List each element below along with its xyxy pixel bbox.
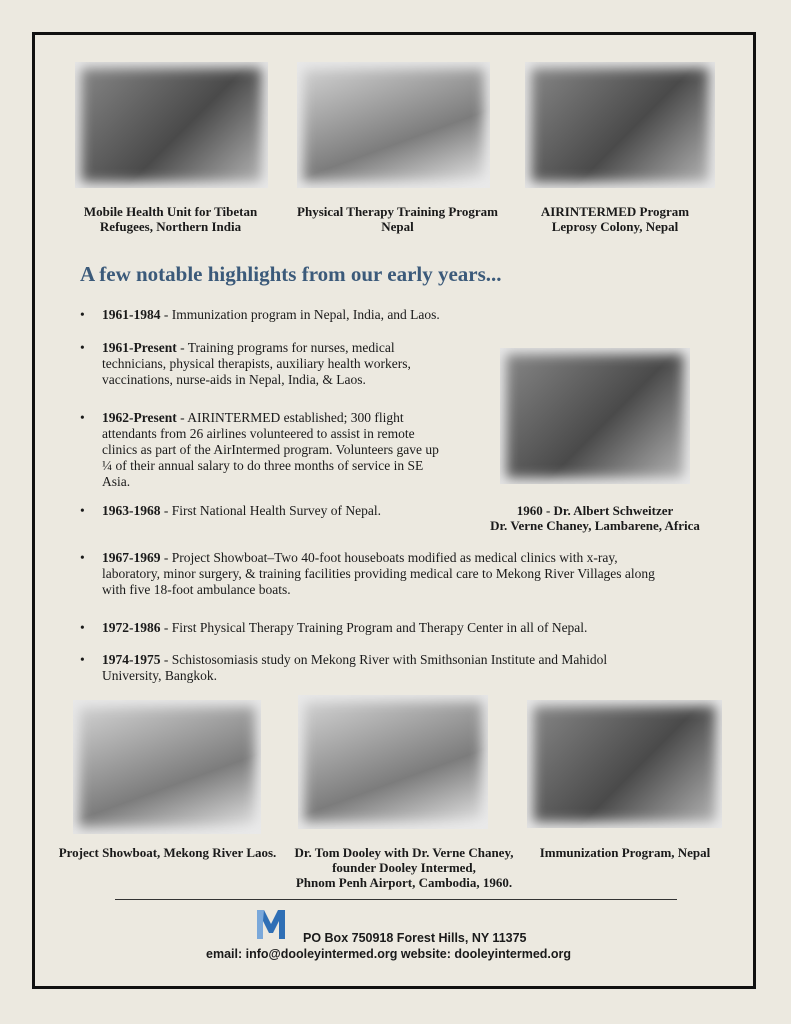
caption-showboat: Project Showboat, Mekong River Laos. (58, 845, 277, 860)
footer-divider (115, 899, 677, 900)
highlight-item: • 1962-Present - AIRINTERMED established; 300 flight attendants from 26 airlines volunteered to assist in remote clinics as part of the AirIntermed program. Volunteers gave up ¼ of their annual salary to do three months of service in SE Asia. (80, 410, 439, 489)
highlight-item: • 1961-1984 - Immunization program in Nepal, India, and Laos. (80, 307, 440, 322)
caption-physical-therapy: Physical Therapy Training Program Nepal (297, 204, 498, 234)
bullet-icon: • (80, 620, 85, 635)
immunization-photo (527, 700, 722, 828)
caption-tibetan: Mobile Health Unit for Tibetan Refugees, Northern India (83, 204, 258, 234)
schweitzer-chaney-photo (500, 348, 690, 484)
caption-immunization: Immunization Program, Nepal (539, 845, 711, 860)
leprosy-colony-photo (525, 62, 715, 188)
highlight-item: • 1961-Present - Training programs for nurses, medical technicians, physical therapists, auxiliary health workers, vaccinations, nurse-aids in Nepal, India, & Laos. (80, 340, 411, 387)
bullet-icon: • (80, 410, 85, 425)
highlights-heading: A few notable highlights from our early years... (80, 262, 502, 286)
project-showboat-photo (73, 700, 261, 834)
highlight-item: • 1972-1986 - First Physical Therapy Training Program and Therapy Center in all of Nepal. (80, 620, 588, 635)
highlight-item: • 1963-1968 - First National Health Survey of Nepal. (80, 503, 381, 518)
dooley-intermed-logo-icon (256, 908, 286, 940)
bullet-icon: • (80, 652, 85, 667)
bullet-icon: • (80, 307, 85, 322)
highlight-item: • 1967-1969 - Project Showboat–Two 40-foot houseboats modified as medical clinics with x-ray, laboratory, minor surgery, & training facilities providing medical care to Mekong River Villages along with five 18-foot ambulance boats. (80, 550, 655, 597)
bullet-icon: • (80, 550, 85, 565)
highlight-item: • 1974-1975 - Schistosomiasis study on Mekong River with Smithsonian Institute and Mahidol University, Bangkok. (80, 652, 608, 683)
bullet-icon: • (80, 340, 85, 355)
tibetan-refugees-photo (75, 62, 268, 188)
dooley-chaney-photo (298, 695, 488, 829)
caption-dooley: Dr. Tom Dooley with Dr. Verne Chaney, founder Dooley Intermed, Phnom Penh Airport, Cambodia, 1960. (294, 845, 514, 890)
footer-address: PO Box 750918 Forest Hills, NY 11375 (303, 931, 527, 945)
physical-therapy-photo (297, 62, 490, 188)
footer-contact: email: info@dooleyintermed.org website: dooleyintermed.org (206, 947, 572, 961)
bullet-icon: • (80, 503, 85, 518)
caption-schweitzer: 1960 - Dr. Albert Schweitzer Dr. Verne Chaney, Lambarene, Africa (490, 503, 700, 533)
caption-leprosy: AIRINTERMED Program Leprosy Colony, Nepal (540, 204, 690, 234)
